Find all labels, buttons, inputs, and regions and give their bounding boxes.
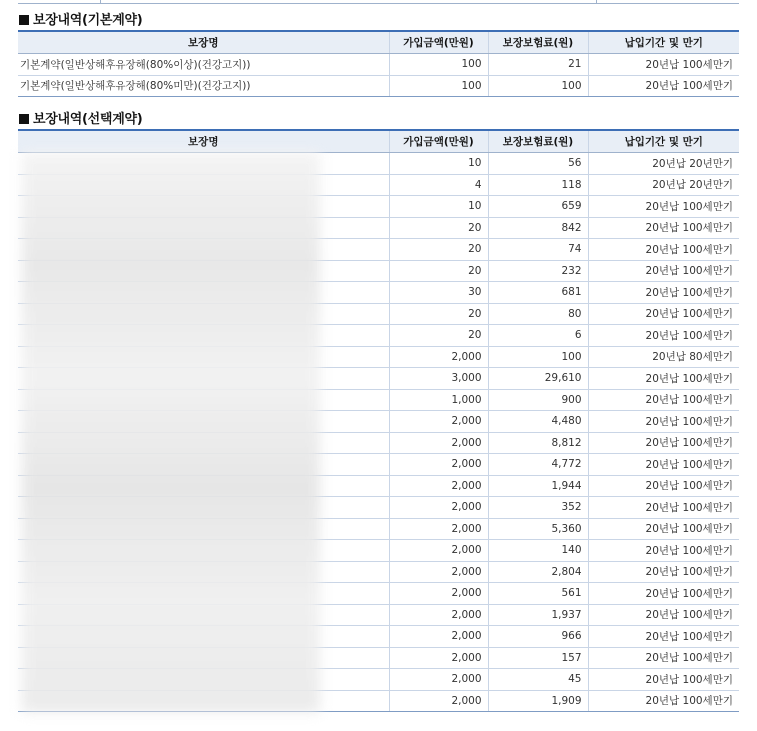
premium-cell: 100 — [488, 75, 588, 97]
premium-cell: 29,610 — [488, 368, 588, 390]
optional-section-title — [19, 108, 142, 127]
period-cell: 20년납 100세만기 — [588, 454, 739, 476]
amount-cell: 2,000 — [389, 497, 488, 519]
header-period: 납입기간 및 만기 — [588, 130, 739, 153]
amount-cell: 2,000 — [389, 604, 488, 626]
premium-cell: 1,944 — [488, 475, 588, 497]
period-cell: 20년납 100세만기 — [588, 75, 739, 97]
amount-cell: 20 — [389, 239, 488, 261]
premium-cell: 4,772 — [488, 454, 588, 476]
square-bullet-icon — [19, 114, 29, 124]
premium-cell: 561 — [488, 583, 588, 605]
header-period: 납입기간 및 만기 — [588, 31, 739, 54]
premium-cell: 1,909 — [488, 690, 588, 712]
period-cell: 20년납 100세만기 — [588, 411, 739, 433]
premium-cell: 74 — [488, 239, 588, 261]
column-divider — [100, 0, 101, 3]
basic-coverage-table — [18, 30, 739, 97]
amount-cell: 2,000 — [389, 432, 488, 454]
premium-cell: 842 — [488, 217, 588, 239]
period-cell: 20년납 100세만기 — [588, 260, 739, 282]
period-cell: 20년납 100세만기 — [588, 604, 739, 626]
amount-cell: 20 — [389, 325, 488, 347]
premium-cell: 681 — [488, 282, 588, 304]
amount-cell: 1,000 — [389, 389, 488, 411]
header-coverage-name: 보장명 — [18, 130, 389, 153]
amount-cell: 2,000 — [389, 690, 488, 712]
premium-cell: 966 — [488, 626, 588, 648]
premium-cell: 21 — [488, 54, 588, 76]
coverage-name-cell: 기본계약(일반상해후유장해(80%미만)(건강고지)) — [18, 75, 389, 97]
table-header-row — [18, 31, 739, 54]
period-cell: 20년납 100세만기 — [588, 475, 739, 497]
amount-cell: 2,000 — [389, 411, 488, 433]
amount-cell: 2,000 — [389, 583, 488, 605]
period-cell: 20년납 100세만기 — [588, 690, 739, 712]
header-coverage-name: 보장명 — [18, 31, 389, 54]
amount-cell: 2,000 — [389, 518, 488, 540]
square-bullet-icon — [19, 15, 29, 25]
amount-cell: 100 — [389, 75, 488, 97]
period-cell: 20년납 100세만기 — [588, 389, 739, 411]
period-cell: 20년납 100세만기 — [588, 282, 739, 304]
header-premium: 보장보험료(원) — [488, 130, 588, 153]
premium-cell: 80 — [488, 303, 588, 325]
amount-cell: 2,000 — [389, 561, 488, 583]
amount-cell: 20 — [389, 217, 488, 239]
amount-cell: 4 — [389, 174, 488, 196]
amount-cell: 2,000 — [389, 647, 488, 669]
table-header-row — [18, 130, 739, 153]
period-cell: 20년납 100세만기 — [588, 497, 739, 519]
header-amount: 가입금액(만원) — [389, 130, 488, 153]
period-cell: 20년납 100세만기 — [588, 196, 739, 218]
optional-section-title-text: 보장내역(선택계약) — [33, 112, 143, 127]
period-cell: 20년납 100세만기 — [588, 626, 739, 648]
period-cell: 20년납 100세만기 — [588, 217, 739, 239]
period-cell: 20년납 100세만기 — [588, 368, 739, 390]
period-cell: 20년납 100세만기 — [588, 518, 739, 540]
premium-cell: 4,480 — [488, 411, 588, 433]
premium-cell: 100 — [488, 346, 588, 368]
amount-cell: 2,000 — [389, 475, 488, 497]
table-row — [18, 54, 739, 76]
header-premium: 보장보험료(원) — [488, 31, 588, 54]
period-cell: 20년납 100세만기 — [588, 647, 739, 669]
amount-cell: 2,000 — [389, 626, 488, 648]
premium-cell: 352 — [488, 497, 588, 519]
period-cell: 20년납 100세만기 — [588, 325, 739, 347]
amount-cell: 30 — [389, 282, 488, 304]
amount-cell: 20 — [389, 303, 488, 325]
premium-cell: 5,360 — [488, 518, 588, 540]
premium-cell: 1,937 — [488, 604, 588, 626]
period-cell: 20년납 100세만기 — [588, 54, 739, 76]
premium-cell: 45 — [488, 669, 588, 691]
premium-cell: 659 — [488, 196, 588, 218]
table-row — [18, 75, 739, 97]
premium-cell: 157 — [488, 647, 588, 669]
period-cell: 20년납 100세만기 — [588, 669, 739, 691]
period-cell: 20년납 100세만기 — [588, 540, 739, 562]
period-cell: 20년납 20년만기 — [588, 174, 739, 196]
period-cell: 20년납 100세만기 — [588, 583, 739, 605]
amount-cell: 10 — [389, 196, 488, 218]
premium-cell: 140 — [488, 540, 588, 562]
amount-cell: 2,000 — [389, 346, 488, 368]
premium-cell: 6 — [488, 325, 588, 347]
period-cell: 20년납 100세만기 — [588, 561, 739, 583]
header-amount: 가입금액(만원) — [389, 31, 488, 54]
amount-cell: 20 — [389, 260, 488, 282]
amount-cell: 2,000 — [389, 669, 488, 691]
period-cell: 20년납 100세만기 — [588, 239, 739, 261]
period-cell: 20년납 100세만기 — [588, 432, 739, 454]
premium-cell: 8,812 — [488, 432, 588, 454]
redacted-coverage-names — [22, 152, 320, 712]
column-divider — [596, 0, 597, 3]
amount-cell: 2,000 — [389, 454, 488, 476]
basic-section-title-text: 보장내역(기본계약) — [33, 13, 143, 28]
amount-cell: 3,000 — [389, 368, 488, 390]
amount-cell: 10 — [389, 153, 488, 175]
period-cell: 20년납 20년만기 — [588, 153, 739, 175]
amount-cell: 2,000 — [389, 540, 488, 562]
premium-cell: 2,804 — [488, 561, 588, 583]
period-cell: 20년납 80세만기 — [588, 346, 739, 368]
premium-cell: 118 — [488, 174, 588, 196]
basic-section-title — [19, 9, 142, 28]
premium-cell: 232 — [488, 260, 588, 282]
premium-cell: 56 — [488, 153, 588, 175]
period-cell: 20년납 100세만기 — [588, 303, 739, 325]
premium-cell: 900 — [488, 389, 588, 411]
previous-table-edge — [18, 0, 739, 4]
amount-cell: 100 — [389, 54, 488, 76]
coverage-name-cell: 기본계약(일반상해후유장해(80%이상)(건강고지)) — [18, 54, 389, 76]
